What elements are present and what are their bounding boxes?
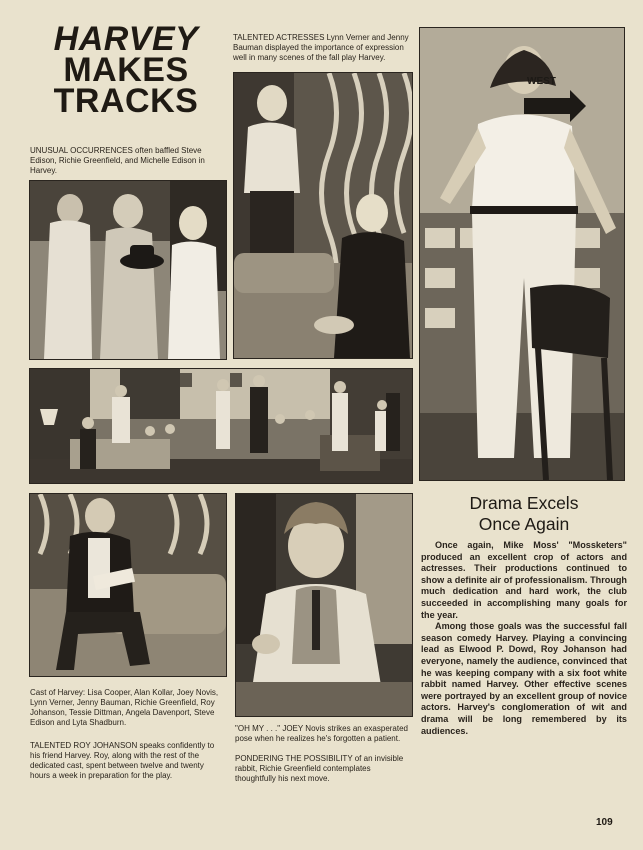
photo-full-cast — [29, 368, 413, 484]
caption-cast-list: Cast of Harvey: Lisa Cooper, Alan Kollar, Joey Novis, Lynn Verner, Jenny Bauman, Richie Greenfield, Roy Johanson, Tessie Dittman, Angela Davenport, Steve Edison and Lyta Shadburn. — [30, 688, 219, 727]
story-paragraph-1: Once again, Mike Moss' "Mossketers" produced an excellent crop of actors and actresses. Their productions continued to show a definite air of professionalism. Through much dedication and hard work, the club succeeded in accomplishing many goals for the year. — [421, 540, 627, 620]
photo-actresses — [233, 72, 413, 359]
caption-oh-my: "OH MY . . ." JOEY Novis strikes an exasperated pose when he realizes he's forgotten a patient. — [235, 724, 409, 743]
story-paragraph-2: Among those goals was the successful fall season comedy Harvey. Playing a convincing lead as Elwood P. Dowd, Roy Johanson had everyone, namely the audience, convinced that he was keeping company with a six foot white rabbit named Harvey. Other effective scenes were portrayed by an excellent group of novice actors. Harvey's conglomeration of wit and drama will be long remembered by its audiences. — [421, 621, 627, 736]
west-sign-text: WEST — [527, 76, 556, 87]
caption-actresses: TALENTED ACTRESSES Lynn Verner and Jenny Bauman displayed the importance of expression well in many scenes of the fall play Harvey. — [233, 33, 409, 62]
story-title-line-1: Drama Excels — [469, 493, 579, 513]
page-number: 109 — [596, 817, 613, 828]
story-title — [421, 493, 627, 535]
headline-line-1: HARVEY — [53, 20, 199, 58]
photo-richie-pondering — [235, 493, 413, 717]
caption-pondering: PONDERING THE POSSIBILITY of an invisible rabbit, Richie Greenfield contemplates thoughtfully his next move. — [235, 754, 404, 783]
photo-actor-west-sign — [419, 27, 625, 481]
headline-line-3: TRACKS — [53, 82, 199, 120]
story-title-line-2: Once Again — [478, 514, 570, 534]
headline-line-2: MAKES — [63, 51, 189, 89]
photo-unusual-occurrences — [29, 180, 227, 360]
photo-roy-johanson — [29, 493, 227, 677]
caption-unusual-occurrences: UNUSUAL OCCURRENCES often baffled Steve Edison, Richie Greenfield, and Michelle Edison in Harvey. — [30, 146, 205, 175]
caption-roy-johanson: TALENTED ROY JOHANSON speaks confidently to his friend Harvey. Roy, along with the rest of the dedicated cast, spent between twelve and twenty hours a week in preparation for the play. — [30, 741, 215, 780]
headline — [40, 20, 212, 120]
story-body — [421, 540, 627, 737]
